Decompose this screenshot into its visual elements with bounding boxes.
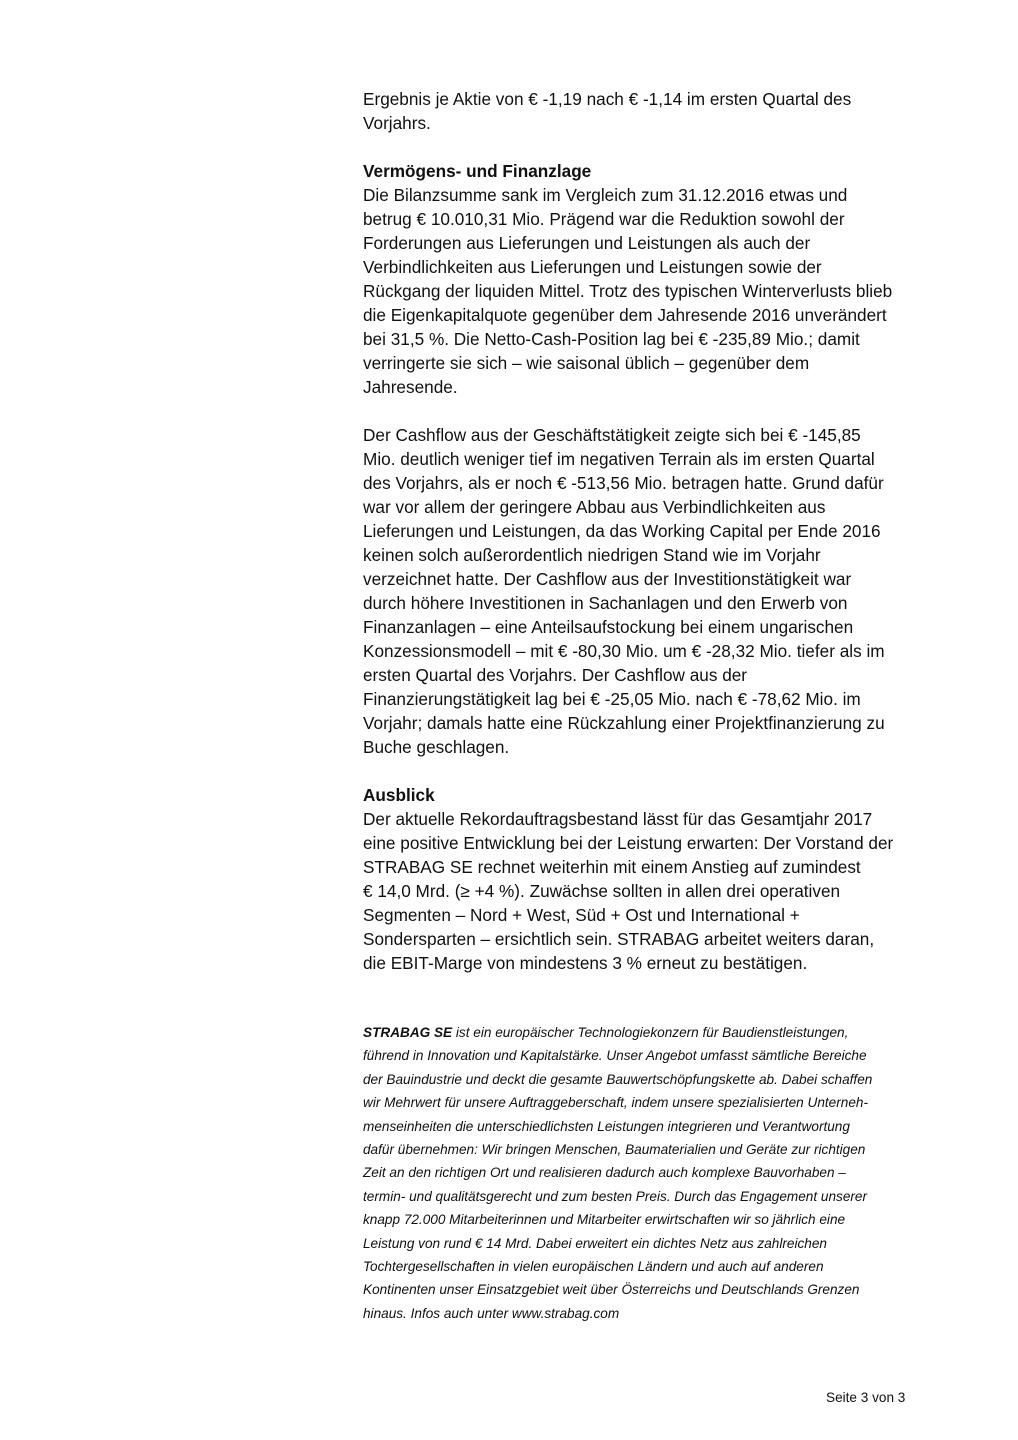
text-line: Lieferungen und Leistungen, da das Working Capital per Ende 2016 (363, 521, 881, 541)
text-line: Forderungen aus Lieferungen und Leistungen als auch der (363, 233, 811, 253)
page-number: Seite 3 von 3 (826, 1390, 906, 1405)
ausblick-paragraph (363, 807, 963, 975)
intro-paragraph (363, 87, 963, 135)
text-line: eine positive Entwicklung bei der Leistung erwarten: Der Vorstand der (363, 833, 894, 853)
text-line: verzeichnet hatte. Der Cashflow aus der Investitionstätigkeit war (363, 569, 852, 589)
text-line: der Bauindustrie und deckt die gesamte Bauwertschöpfungskette ab. Dabei schaffen (363, 1071, 873, 1087)
text-line: des Vorjahrs, als er noch € -513,56 Mio. betragen hatte. Grund dafür (363, 473, 884, 493)
text-line: Buche geschlagen. (363, 737, 510, 757)
text-line: Jahresende. (363, 377, 458, 397)
text-line: Sondersparten – ersichtlich sein. STRABAG arbeitet weiters daran, (363, 929, 875, 949)
text-line: war vor allem der geringere Abbau aus Verbindlichkeiten aus (363, 497, 826, 517)
text-line: menseinheiten die unterschiedlichsten Leistungen integrieren und Verantwortung (363, 1118, 850, 1134)
text-line: Leistung von rund € 14 Mrd. Dabei erweitert ein dichtes Netz aus zahlreichen (363, 1235, 827, 1251)
text-line: termin- und qualitätsgerecht und zum besten Preis. Durch das Engagement unserer (363, 1188, 867, 1204)
text-line: Verbindlichkeiten aus Lieferungen und Leistungen sowie der (363, 257, 822, 277)
text-line: Finanzierungstätigkeit lag bei € -25,05 Mio. nach € -78,62 Mio. im (363, 689, 861, 709)
text-line: Segmenten – Nord + West, Süd + Ost und International + (363, 905, 800, 925)
text-line: Vorjahr; damals hatte eine Rückzahlung einer Projektfinanzierung zu (363, 713, 885, 733)
section-heading-vermoegen: Vermögens- und Finanzlage (363, 161, 592, 181)
text-line: dafür übernehmen: Wir bringen Menschen, Baumaterialien und Geräte zur richtigen (363, 1142, 866, 1158)
text-line: die EBIT-Marge von mindestens 3 % erneut zu bestätigen. (363, 953, 808, 973)
text-line (363, 1021, 963, 1044)
body-text (363, 87, 963, 975)
text-line: durch höhere Investitionen in Sachanlagen und den Erwerb von (363, 593, 848, 613)
text-line: € 14,0 Mrd. (≥ +4 %). Zuwächse sollten in allen drei operativen (363, 881, 841, 901)
section-heading-ausblick: Ausblick (363, 785, 435, 805)
text-line: STRABAG SE rechnet weiterhin mit einem Anstieg auf zumindest (363, 857, 861, 877)
text-line: knapp 72.000 Mitarbeiterinnen und Mitarbeiter erwirtschaften wir so jährlich eine (363, 1212, 846, 1228)
text-line: Vorjahrs. (363, 113, 431, 133)
text-line: Mio. deutlich weniger tief im negativen Terrain als im ersten Quartal (363, 449, 875, 469)
boilerplate-first-line: ist ein europäischer Technologiekonzern für Baudienstleistungen, (452, 1025, 849, 1040)
text-line: Finanzanlagen – eine Anteilsaufstockung bei einem ungarischen (363, 617, 854, 637)
text-line: Tochtergesellschaften in vielen europäischen Ländern und auch auf anderen (363, 1259, 824, 1275)
company-name: STRABAG SE (363, 1025, 453, 1040)
text-line: betrug € 10.010,31 Mio. Prägend war die Reduktion sowohl der (363, 209, 845, 229)
text-line: Der Cashflow aus der Geschäftstätigkeit zeigte sich bei € -145,85 (363, 425, 861, 445)
text-line: hinaus. Infos auch unter www.strabag.com (363, 1305, 620, 1321)
vermoegen-paragraph (363, 183, 963, 399)
text-line: Die Bilanzsumme sank im Vergleich zum 31.12.2016 etwas und (363, 185, 848, 205)
text-line: Konzessionsmodell – mit € -80,30 Mio. um € -28,32 Mio. tiefer als im (363, 641, 885, 661)
text-line: ersten Quartal des Vorjahrs. Der Cashflow aus der (363, 665, 748, 685)
text-line: die Eigenkapitalquote gegenüber dem Jahresende 2016 unverändert (363, 305, 887, 325)
paragraph-gap (363, 135, 963, 159)
text-line: führend in Innovation und Kapitalstärke. Unser Angebot umfasst sämtliche Bereiche (363, 1048, 867, 1064)
text-line: Zeit an den richtigen Ort und realisieren dadurch auch komplexe Bauvorhaben – (363, 1165, 846, 1181)
text-line: Der aktuelle Rekordauftragsbestand lässt für das Gesamtjahr 2017 (363, 809, 873, 829)
text-line: verringerte sie sich – wie saisonal üblich – gegenüber dem (363, 353, 810, 373)
text-line: wir Mehrwert für unsere Auftraggeberschaft, indem unsere spezialisierten Unterneh- (363, 1095, 868, 1111)
paragraph-gap (363, 759, 963, 783)
text-line: Rückgang der liquiden Mittel. Trotz des typischen Winterverlusts blieb (363, 281, 893, 301)
cashflow-paragraph (363, 423, 963, 759)
text-line: bei 31,5 %. Die Netto-Cash-Position lag bei € -235,89 Mio.; damit (363, 329, 860, 349)
paragraph-gap (363, 399, 963, 423)
text-line: Ergebnis je Aktie von € -1,19 nach € -1,14 im ersten Quartal des (363, 89, 852, 109)
company-boilerplate (363, 1021, 963, 1325)
text-line: Kontinenten unser Einsatzgebiet weit über Österreichs und Deutschlands Grenzen (363, 1282, 860, 1298)
text-line: keinen solch außerordentlich niedrigen Stand wie im Vorjahr (363, 545, 821, 565)
